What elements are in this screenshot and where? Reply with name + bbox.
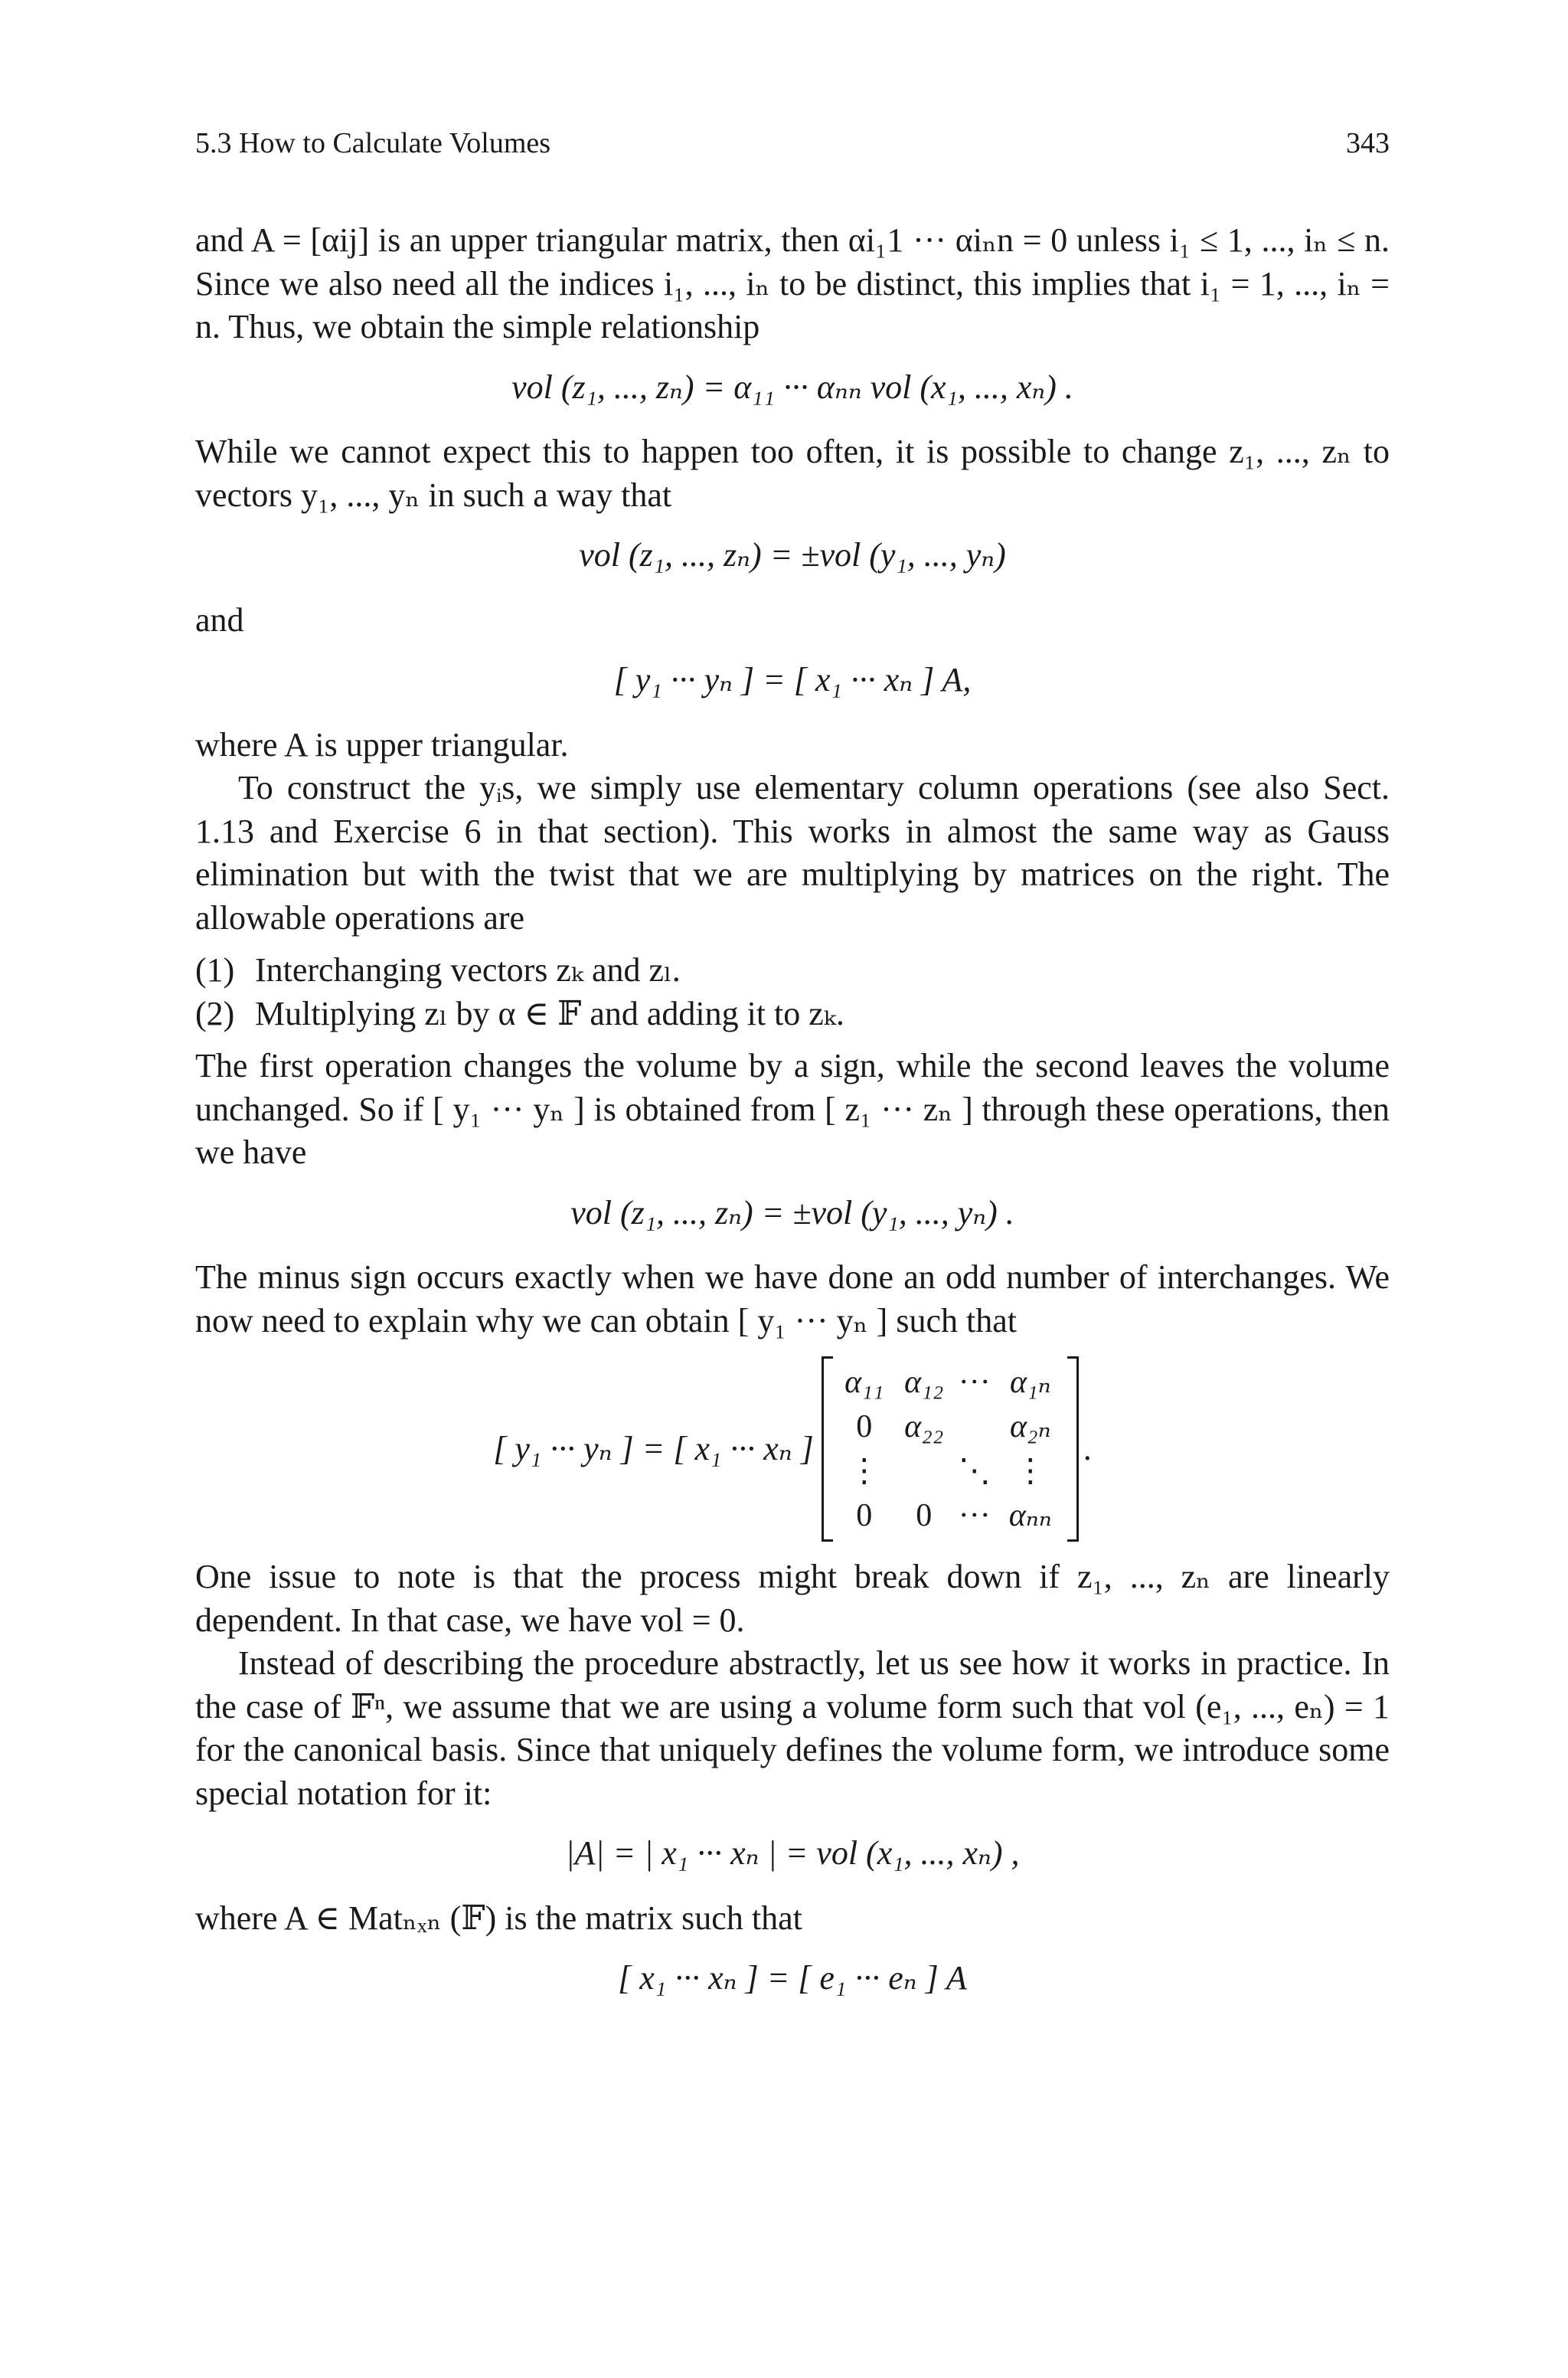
matrix-cell: α₂₂ xyxy=(904,1409,944,1444)
list-number: (1) xyxy=(195,951,235,989)
paragraph-10: where A ∈ Matₙₓₙ (𝔽) is the matrix such that xyxy=(195,1899,802,1937)
matrix-cell: ⋱ xyxy=(958,1454,991,1489)
matrix-cell: α₁ₙ xyxy=(1009,1365,1051,1400)
equation-7: [ x₁ ··· xₙ ] = [ e₁ ··· eₙ ] A xyxy=(618,1959,967,1997)
page-body xyxy=(195,219,1390,2022)
equation-5-lhs: [ y₁ ··· yₙ ] = [ x₁ ··· xₙ ] xyxy=(493,1429,814,1467)
paragraph-1: and A = [αij] is an upper triangular matrix, then αi₁1 ··· αiₙn = 0 unless i₁ ≤ 1, ..., iₙ ≤ n. Since we also need all the indices i₁, ..., iₙ to be distinct, this implies that i₁ = 1, ..., iₙ = n. Thus, we obtain the simple relationship xyxy=(195,221,1390,345)
paragraph-7: The minus sign occurs exactly when we have done an odd number of interchanges. We now need to explain why we can obtain [ y₁ ··· yₙ ] such that xyxy=(195,1258,1390,1339)
section-title: 5.3 How to Calculate Volumes xyxy=(195,127,551,159)
matrix-cell: ··· xyxy=(958,1498,991,1533)
paragraph-8: One issue to note is that the process might break down if z₁, ..., zₙ are linearly dependent. In that case, we have vol = 0. xyxy=(195,1558,1390,1639)
paragraph-9: Instead of describing the procedure abstractly, let us see how it works in practice. In the case of 𝔽ⁿ, we assume that we are using a volume form such that vol (e₁, ..., eₙ) = 1 for the canonical basis. Since that uniquely defines the volume form, we introduce some special notation for it: xyxy=(195,1644,1390,1812)
matrix-cell: α₁₂ xyxy=(904,1365,944,1400)
paragraph-3: and xyxy=(195,600,244,639)
matrix-cell: ⋮ xyxy=(1014,1454,1047,1489)
matrix-cell xyxy=(894,1450,954,1493)
matrix-cell xyxy=(954,1405,995,1448)
list-text: Multiplying zₗ by α ∈ 𝔽 and adding it to zₖ. xyxy=(255,994,844,1032)
list-item-1 xyxy=(195,949,1390,993)
matrix-cell: ··· xyxy=(958,1365,991,1400)
matrix-cell: 0 xyxy=(856,1409,873,1444)
equation-5 xyxy=(195,1356,1390,1542)
equation-3: [ y₁ ··· yₙ ] = [ x₁ ··· xₙ ] A, xyxy=(613,661,972,698)
paragraph-5: To construct the yᵢs, we simply use elementary column operations (see also Sect. 1.13 and Exercise 6 in that section). This works in almost the same way as Gauss elimination but with the twist that we are multiplying by matrices on the right. The allowable operations are xyxy=(195,769,1390,937)
list-number: (2) xyxy=(195,994,235,1032)
list-item-2 xyxy=(195,993,1390,1036)
paragraph-6: The first operation changes the volume by a sign, while the second leaves the volume unchanged. So if [ y₁ ··· yₙ ] is obtained from [ z₁ ··· zₙ ] through these operations, then we have xyxy=(195,1047,1390,1171)
matrix-cell: α₂ₙ xyxy=(1009,1409,1051,1444)
running-header xyxy=(195,126,1390,160)
equation-2: vol (z₁, ..., zₙ) = ±vol (y₁, ..., yₙ) xyxy=(579,536,1006,574)
matrix-cell: ⋮ xyxy=(848,1454,880,1489)
equation-1: vol (z₁, ..., zₙ) = α₁₁ ··· αₙₙ vol (x₁, ..., xₙ) . xyxy=(511,368,1073,406)
paragraph-2: While we cannot expect this to happen too often, it is possible to change z₁, ..., zₙ to vectors y₁, ..., yₙ in such a way that xyxy=(195,433,1390,514)
matrix-cell: 0 xyxy=(916,1498,933,1533)
list-text: Interchanging vectors zₖ and zₗ. xyxy=(255,951,681,989)
equation-5-period: . xyxy=(1083,1429,1092,1467)
upper-triangular-matrix xyxy=(822,1356,1079,1542)
page-number: 343 xyxy=(1346,127,1390,159)
equation-6: |A| = | x₁ ··· xₙ | = vol (x₁, ..., xₙ) , xyxy=(565,1834,1020,1872)
matrix-cell: 0 xyxy=(856,1498,873,1533)
equation-4: vol (z₁, ..., zₙ) = ±vol (y₁, ..., yₙ) . xyxy=(570,1193,1014,1232)
matrix-cell: α₁₁ xyxy=(844,1365,884,1400)
paragraph-4: where A is upper triangular. xyxy=(195,725,569,764)
matrix-cell: αₙₙ xyxy=(1008,1498,1052,1533)
